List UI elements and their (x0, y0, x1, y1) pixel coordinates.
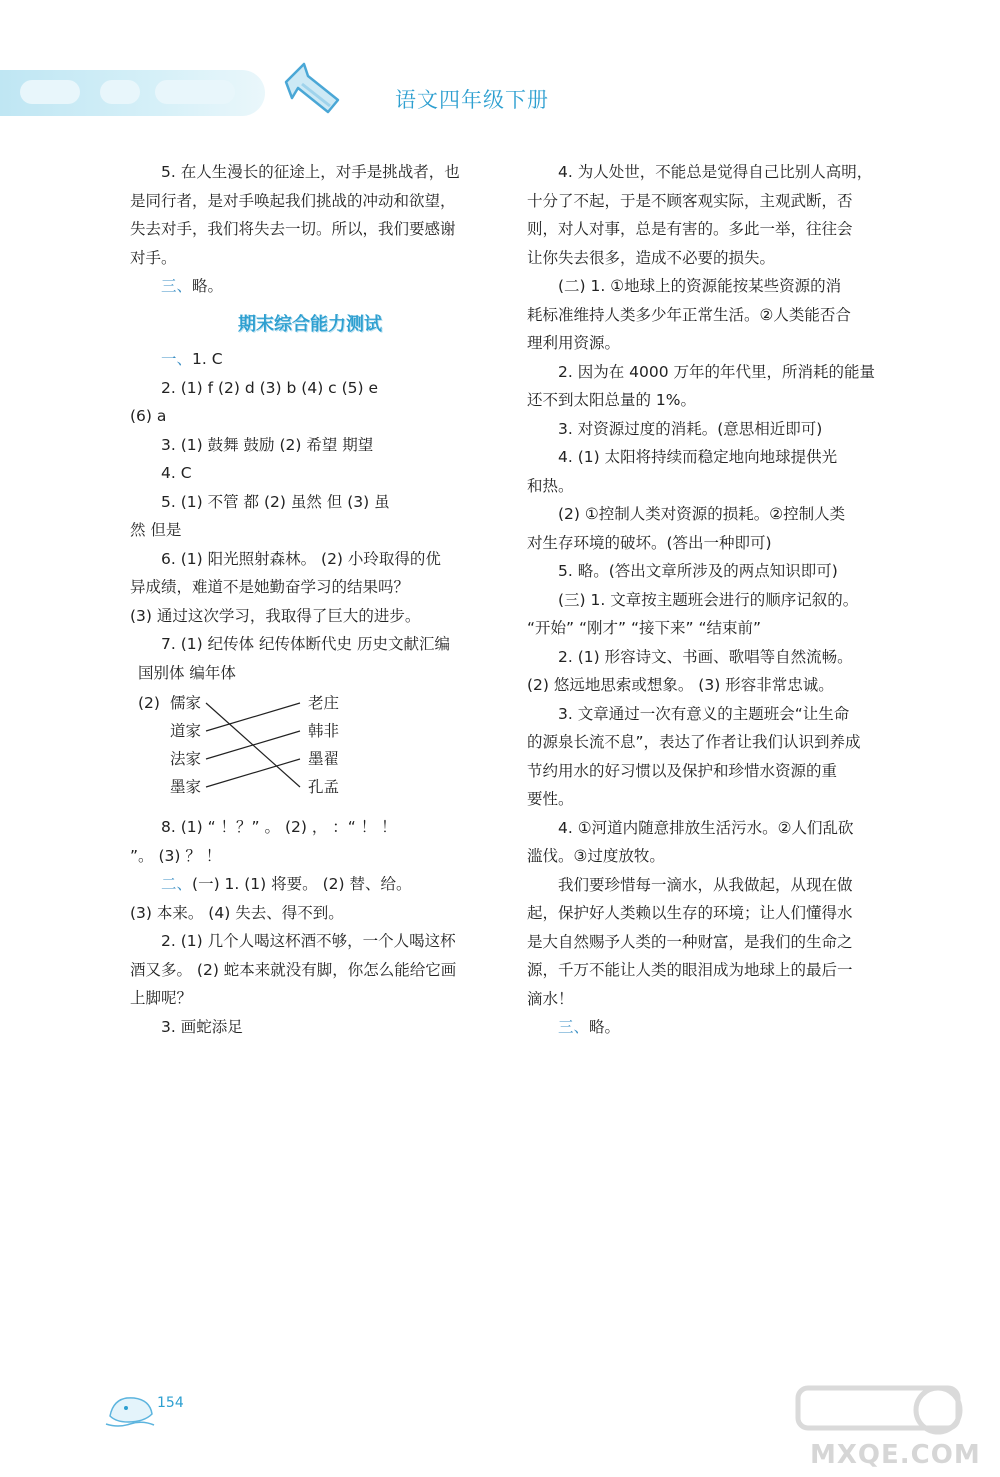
answer-line: 起，保护好人类赖以生存的环境；让人们懂得水 (527, 904, 853, 922)
answer-line: 十分了不起，于是不顾客观实际，主观武断，否 (527, 191, 853, 210)
answer-line: 6. (1) 阳光照射森林。 (2) 小玲取得的优 (161, 549, 441, 568)
match-right-item: 墨翟 (308, 750, 340, 768)
match-left-item: 儒家 (170, 694, 202, 712)
match-right-item: 孔孟 (308, 778, 340, 796)
header-decoration-band (0, 70, 265, 116)
arrow-icon (282, 62, 344, 118)
band-bubble (155, 80, 235, 104)
answer-line: 5. 略。(答出文章所涉及的两点知识即可) (558, 562, 838, 580)
answer-line: 3. 文章通过一次有意义的主题班会“让生命 (558, 704, 850, 723)
answer-line: 二、(一) 1. (1) 将要。 (2) 替、给。 (161, 875, 412, 893)
answer-line: 耗标准维持人类多少年正常生活。②人类能否合 (527, 305, 851, 324)
answer-line: 三、略。 (558, 1018, 621, 1036)
left-column (130, 158, 490, 1041)
section-label: 二、 (161, 875, 193, 893)
answer-line: 滥伐。③过度放牧。 (527, 847, 665, 865)
right-column (527, 158, 887, 1042)
answer-line: 是大自然赐予人类的一种财富，是我们的生命之 (527, 932, 853, 951)
answer-line: 4. ①河道内随意排放生活污水。②人们乱砍 (558, 818, 854, 837)
match-left-item: 墨家 (170, 778, 202, 796)
answer-line: (三) 1. 文章按主题班会进行的顺序记叙的。 (558, 590, 859, 609)
answer-line: 失去对手，我们将失去一切。所以，我们要感谢 (130, 220, 456, 238)
answer-line: 还不到太阳总量的 1%。 (527, 391, 697, 409)
answer-line: 三、略。 (161, 277, 224, 295)
answer-line: 5. (1) 不管 都 (2) 虽然 但 (3) 虽 (161, 492, 390, 511)
section-label: 三、 (161, 277, 193, 295)
answer-line: 异成绩，难道不是她勤奋学习的结果吗？ (130, 578, 410, 596)
bird-mascot-icon (104, 1388, 164, 1428)
answer-line: 源，千万不能让人类的眼泪成为地球上的最后一 (527, 961, 853, 979)
answer-line: (3) 通过这次学习，我取得了巨大的进步。 (130, 606, 421, 625)
answer-line: 滴水！ (527, 989, 574, 1008)
answer-line: 2. (1) 形容诗文、书画、歌唱等自然流畅。 (558, 647, 853, 666)
match-line (206, 703, 300, 731)
answer-line: 对手。 (130, 248, 177, 267)
match-prefix: (2) (138, 694, 160, 712)
answer-line: (3) 本来。 (4) 失去、得不到。 (130, 903, 344, 922)
answer-line: 节约用水的好习惯以及保护和珍惜水资源的重 (527, 761, 838, 780)
page-header-title: 语文四年级下册 (395, 88, 549, 112)
answer-line: 对生存环境的破坏。(答出一种即可) (527, 533, 772, 552)
answer-line: 2. (1) f (2) d (3) b (4) c (5) e (161, 378, 379, 397)
answer-line: 的源泉长流不息”，表达了作者让我们认识到养成 (527, 733, 861, 751)
answer-line: 2. 因为在 4000 万年的年代里，所消耗的能量 (558, 362, 876, 381)
page-number: 154 (157, 1395, 184, 1411)
answer-line: 8. (1) “ ！？” 。 (2) ， ：“ ！ ！ (161, 818, 397, 836)
answer-line: 4. 为人处世，不能总是觉得自己比别人高明， (558, 163, 873, 181)
answer-line: “开始” “刚才” “接下来” “结束前” (527, 619, 762, 637)
section-title: 期末综合能力测试 (238, 313, 382, 335)
match-line (206, 731, 300, 759)
answer-line: 要性。 (527, 790, 574, 808)
answer-line: 然 但是 (130, 521, 182, 539)
answer-line: (2) 悠远地思索或想象。 (3) 形容非常忠诚。 (527, 676, 834, 694)
section-label: 三、 (558, 1018, 590, 1036)
section-label: 一、 (161, 350, 193, 368)
answer-line: 和热。 (527, 476, 574, 495)
answer-line: 理利用资源。 (527, 334, 621, 352)
match-left-item: 法家 (170, 750, 202, 768)
answer-line: 让你失去很多，造成不必要的损失。 (527, 248, 776, 267)
band-bubble (100, 80, 140, 104)
answer-line: 一、1. C (161, 350, 223, 368)
answer-line: (6) a (130, 407, 167, 425)
answer-line: 4. C (161, 464, 192, 482)
matching-lines (130, 689, 350, 809)
answer-line: 2. (1) 几个人喝这杯酒不够，一个人喝这杯 (161, 932, 456, 950)
answer-line: ”。 (3) ？ ！ (130, 846, 222, 865)
answer-line: 5. 在人生漫长的征途上，对手是挑战者，也 (161, 163, 460, 181)
watermark-text: MXQE.COM (810, 1440, 981, 1470)
match-left-item: 道家 (170, 722, 202, 740)
answer-line: 则，对人对事，总是有害的。多此一举，往往会 (527, 220, 853, 238)
match-right-item: 老庄 (308, 694, 340, 712)
matching-diagram (130, 689, 490, 809)
band-bubble (20, 80, 80, 104)
answer-line: 3. (1) 鼓舞 鼓励 (2) 希望 期望 (161, 435, 374, 454)
match-right-item: 韩非 (308, 722, 340, 740)
answer-line: 是同行者，是对手唤起我们挑战的冲动和欲望， (130, 191, 456, 210)
answer-line: (二) 1. ①地球上的资源能按某些资源的消 (558, 277, 842, 295)
answer-line: 7. (1) 纪传体 纪传体断代史 历史文献汇编 (161, 635, 450, 653)
answer-line: 酒又多。 (2) 蛇本来就没有脚，你怎么能给它画 (130, 960, 457, 979)
answer-line: 我们要珍惜每一滴水，从我做起，从现在做 (558, 875, 853, 894)
match-line (206, 759, 300, 787)
answer-line: 上脚呢？ (130, 989, 193, 1007)
answer-line: 国别体 编年体 (138, 663, 236, 682)
answer-line: 3. 画蛇添足 (161, 1017, 243, 1036)
answer-line: 4. (1) 太阳将持续而稳定地向地球提供光 (558, 448, 838, 466)
answer-line: (2) ①控制人类对资源的损耗。②控制人类 (558, 505, 846, 523)
answer-line: 3. 对资源过度的消耗。(意思相近即可) (558, 419, 823, 438)
